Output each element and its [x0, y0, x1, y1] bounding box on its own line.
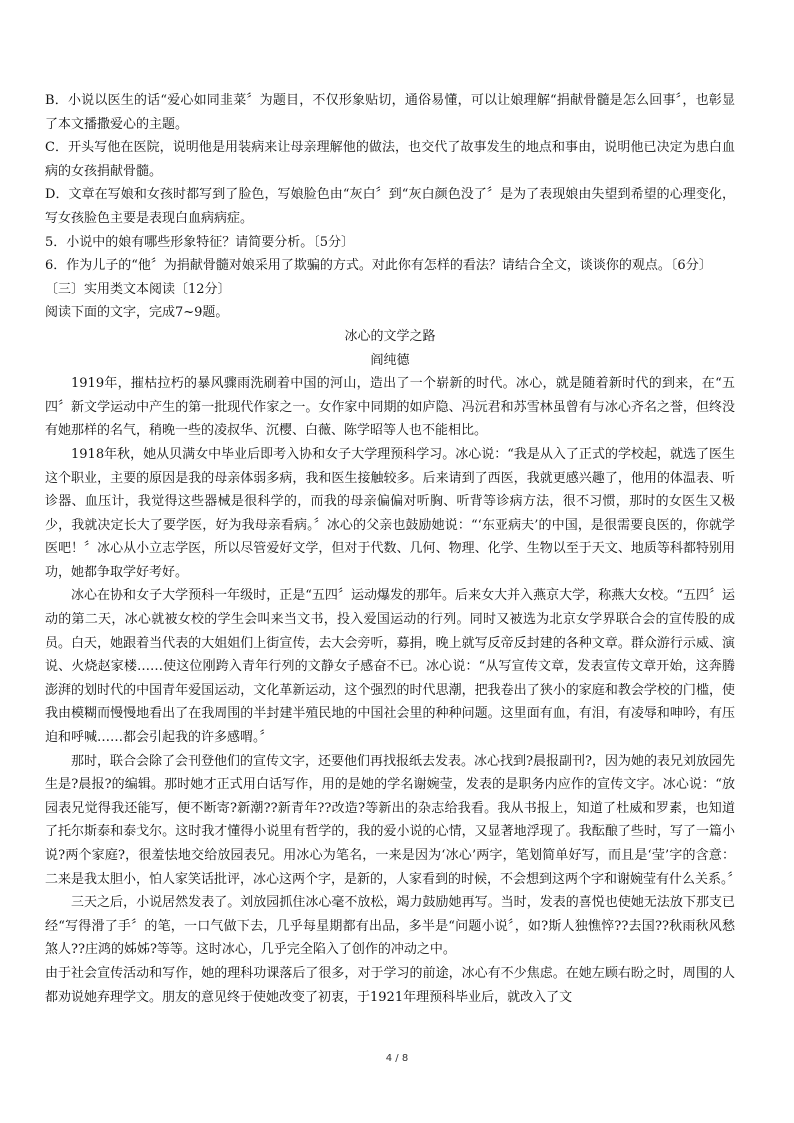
article-paragraph: 1918年秋，她从贝满女中毕业后即考入协和女子大学理预科学习。冰心说：“我是从入了正式的学校起，就选了医生这个职业，主要的原因是我的母亲体弱多病，我和医生接触较多。后来请到了西医，我就更感兴趣了，他用的体温表、听诊器、血压计，我觉得这些器械是很科学的，而我的母亲偏偏对听胸、听背等诊病方法，很不习惯，那时的女医生又极少，我就决定长大了要学医，好为我母亲看病。〞冰心的父亲也鼓励她说：“‘东亚病夫’的中国，是很需要良医的，你就学医吧！〞冰心从小立志学医，所以尽管爱好文学，但对于代数、几何、物理、化学、生物以至于天文、地质等科都特别用功，她都争取学好考好。 [45, 446, 735, 580]
section-heading: 〔三〕实用类文本阅读〔12分〕 [45, 281, 231, 297]
option-c: C．开头写他在医院，说明他是用装病来让母亲理解他的做法，也交代了故事发生的地点和事由，说明他已决定为患白血病的女孩捐献骨髓。 [45, 140, 735, 179]
page-number: 4 / 8 [385, 1053, 409, 1064]
article-paragraph: 由于社会宣传活动和写作，她的理科功课落后了很多，对于学习的前途，冰心有不少焦虑。在她左顾右盼之时，周围的人都劝说她弃理学文。朋友的意见终于使她改变了初衷，于1921年理预科毕业后，就改入了文 [45, 965, 735, 1005]
article-paragraph: 三天之后，小说居然发表了。刘放园抓住冰心毫不放松，竭力鼓励她再写。当时，发表的喜悦也使她无法放下那支已经“写得滑了手〞的笔，一口气做下去，几乎每星期都有出品，多半是“问题小说〞，如?斯人独憔悴??去国??秋雨秋风愁煞人??庄鸿的姊姊?等等。这时冰心，几乎完全陷入了创作的冲动之中。 [45, 895, 735, 958]
article-paragraph: 冰心在协和女子大学预科一年级时，正是“五四〞运动爆发的那年。后来女大并入燕京大学，称燕大女校。“五四〞运动的第二天，冰心就被女校的学生会叫来当文书，投入爱国运动的行列。同时又被选为北京女学界联合会的宣传股的成员。白天，她跟着当代表的大姐姐们上街宣传，去大会旁听，募捐，晚上就写反帝反封建的各种文章。群众游行示威、演说、火烧赵家楼……使这位刚跨入青年行列的文静女子感奋不已。冰心说：“从写宣传文章，发表宣传文章开始，这奔腾澎湃的划时代的中国青年爱国运动，文化革新运动，这个强烈的时代思潮，把我卷出了狭小的家庭和教会学校的门槛，使我由模糊而慢慢地看出了在我周围的半封建半殖民地的中国社会里的种种问题。这里面有血，有泪，有凌辱和呻吟，有压迫和呼喊……都会引起我的许多感喟。〞 [45, 588, 735, 746]
article-paragraph: 那时，联合会除了会刊登他们的宣传文字，还要他们再找报纸去发表。冰心找到?晨报副刊?，因为她的表兄刘放园先生是?晨报?的编辑。那时她才正式用白话写作，用的是她的学名谢婉莹，发表的是职务内应作的宣传文字。冰心说：“放园表兄觉得我还能写，便不断寄?新潮??新青年??改造?等新出的杂志给我看。我从书报上，知道了杜威和罗素，也知道了托尔斯泰和泰戈尔。这时我才懂得小说里有哲学的，我的爱小说的心情，又显著地浮现了。我酝酿了些时，写了一篇小说?两个家庭?，很羞怯地交给放园表兄。用冰心为笔名，一来是因为‘冰心’两字，笔划简单好写，而且是‘莹’字的含意：二来是我太胆小，怕人家笑话批评，冰心这两个字，是新的，人家看到的时候，不会想到这两个字和谢婉莹有什么关系。〞 [45, 753, 741, 887]
article-title: 冰心的文学之路 [344, 328, 436, 344]
option-b: B．小说以医生的话“爱心如同韭菜〞为题目，不仅形象贴切，通俗易懂，可以让娘理解“捐献骨髓是怎么回事〞，也彰显了本文播撒爱心的主题。 [45, 93, 735, 132]
question-5: 5．小说中的娘有哪些形象特征？请简要分析。〔5分〕 [45, 234, 355, 250]
option-d: D．文章在写娘和女孩时都写到了脸色，写娘脸色由“灰白〞到“灰白颜色没了〞是为了表现娘由失望到希望的心理变化，写女孩脸色主要是表现白血病病症。 [45, 187, 735, 226]
page-content [45, 89, 741, 1009]
article-author: 阎纯德 [370, 352, 410, 368]
section-instruction: 阅读下面的文字，完成7~9题。 [45, 305, 229, 321]
question-6: 6．作为儿子的“他〞为捐献骨髓对娘采用了欺骗的方式。对此你有怎样的看法？请结合全文，谈谈你的观点。〔6分〕 [45, 258, 712, 274]
article-paragraph: 1919年，摧枯拉朽的暴风骤雨洗刷着中国的河山，造出了一个崭新的时代。冰心，就是随着新时代的到来，在“五四〞新文学运动中产生的第一批现代作家之一。女作家中同期的如庐隐、冯沅君和苏雪林虽曾有与冰心齐名之誉，但终没有她那样的名气，稍晚一些的凌叔华、沉樱、白薇、陈学昭等人也不能相比。 [45, 376, 735, 439]
